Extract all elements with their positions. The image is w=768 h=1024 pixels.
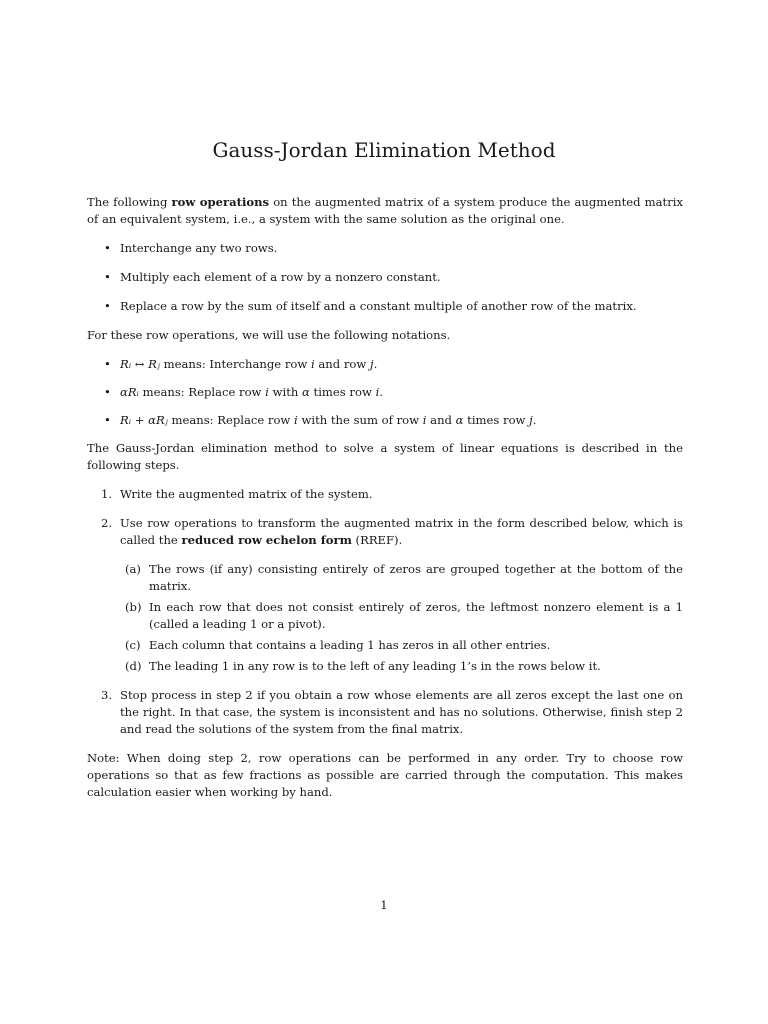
bullet-icon: • <box>104 299 111 313</box>
page-title: Gauss-Jordan Elimination Method <box>212 138 556 163</box>
list-item: (d) The leading 1 in any row is to the left of any leading 1’s in the rows below it. <box>125 659 601 673</box>
step-number: 2. <box>101 516 113 530</box>
notation-symbol: Rᵢ + αRⱼ <box>120 413 168 427</box>
intro-bold-term: row operations <box>171 195 270 209</box>
steps-list-continued <box>87 687 683 738</box>
bullet-icon: • <box>104 241 111 255</box>
condition-label: (c) <box>125 638 141 652</box>
steps-list <box>87 486 683 549</box>
step-number: 3. <box>101 688 113 702</box>
list-item: • Rᵢ ↔ Rⱼ means: Interchange row i and row j. <box>104 357 378 371</box>
list-item: • αRᵢ means: Replace row i with α times row i. <box>104 385 383 399</box>
notation-symbol: Rᵢ ↔ Rⱼ <box>120 357 160 371</box>
bullet-icon: • <box>104 385 111 399</box>
intro-text-after: on the augmented matrix of a system produce the augmented matrix of an equivalent system, i.e., a system with the same solution as the original one. <box>87 195 683 226</box>
list-item: • Rᵢ + αRⱼ means: Replace row i with the sum of row i and α times row j. <box>104 413 537 427</box>
condition-label: (d) <box>125 659 142 673</box>
notations-intro: For these row operations, we will use the following notations. <box>87 328 451 342</box>
rref-conditions-list <box>87 561 683 675</box>
bullet-icon: • <box>104 357 111 371</box>
document-body <box>87 194 683 801</box>
method-intro: The Gauss-Jordan elimination method to solve a system of linear equations is described in the following steps. <box>87 441 683 472</box>
list-item: • Multiply each element of a row by a nonzero constant. <box>104 270 441 284</box>
list-item: • Replace a row by the sum of itself and a constant multiple of another row of the matrix. <box>104 299 637 313</box>
condition-label: (a) <box>125 562 141 576</box>
rref-term: reduced row echelon form <box>181 533 352 547</box>
list-item: (c) Each column that contains a leading 1 has zeros in all other entries. <box>125 638 551 652</box>
intro-paragraph <box>87 194 683 228</box>
page-number: 1 <box>380 898 388 912</box>
note-paragraph: Note: When doing step 2, row operations can be performed in any order. Try to choose row operations so that as few fractions as possible are carried through the computation. This makes calculation easier when working by hand. <box>87 751 683 799</box>
step-item: 3. Stop process in step 2 if you obtain a row whose elements are all zeros except the last one on the right. In that case, the system is inconsistent and has no solutions. Otherwise, finish step 2 and read the solutions of the system from the final matrix. <box>101 688 683 736</box>
notations-list <box>87 356 683 429</box>
notation-symbol: αRᵢ <box>120 385 139 399</box>
step-item: 1. Write the augmented matrix of the system. <box>101 487 373 501</box>
intro-text-before: The following <box>87 195 172 209</box>
step-number: 1. <box>101 487 113 501</box>
list-item: (a) The rows (if any) consisting entirely of zeros are grouped together at the bottom of the matrix. <box>125 562 683 593</box>
bullet-icon: • <box>104 270 111 284</box>
list-item: • Interchange any two rows. <box>104 241 278 255</box>
bullet-icon: • <box>104 413 111 427</box>
list-item: (b) In each row that does not consist entirely of zeros, the leftmost nonzero element is a 1 (called a leading 1 or a pivot). <box>125 600 683 631</box>
condition-label: (b) <box>125 600 142 614</box>
step-item: 2. Use row operations to transform the augmented matrix in the form described below, which is called the reduced row echelon form (RREF). <box>101 516 683 547</box>
row-operations-list <box>87 240 683 315</box>
